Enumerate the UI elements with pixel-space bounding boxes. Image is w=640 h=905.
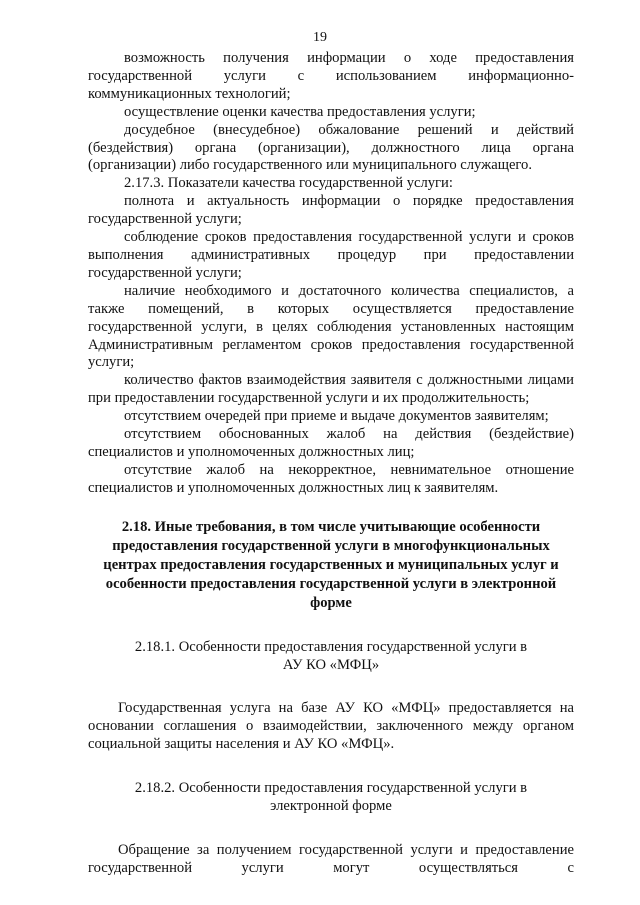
paragraph: Государственная услуга на базе АУ КО «МФЦ» предоставляется на основании соглашения о взаимодействии, заключенного между органом социальной защиты населения и АУ КО «МФЦ».: [88, 700, 574, 753]
subsection-title: 2.18.2. Особенности предоставления государственной услуги в: [134, 780, 528, 797]
paragraph: соблюдение сроков предоставления государственной услуги и сроков выполнения административных процедур при предоставлении государственной услуги;: [88, 229, 574, 281]
paragraph: 2.17.3. Показатели качества государственной услуги:: [124, 175, 453, 192]
section-heading: 2.18. Иные требования, в том числе учитывающие особенности предоставления государственной услуги в многофункциональных центрах предоставления государственных и муниципальных услуг и особенности предоставления государственной услуги в электронной форме: [103, 518, 559, 611]
subsection-title: электронной форме: [270, 798, 392, 815]
subsection-title: АУ КО «МФЦ»: [282, 656, 380, 673]
paragraph: наличие необходимого и достаточного количества специалистов, а также помещений, в которых осуществляется предоставление государственной услуги, в целях соблюдения установленных настоящим Административным регламентом сроков предоставления государственной услуги;: [88, 282, 574, 371]
paragraph: досудебное (внесудебное) обжалование решений и действий (бездействия) органа (организации), должностного лица органа (организации) либо государственного или муниципального служащего.: [88, 121, 574, 174]
paragraph: Обращение за получением государственной услуги и предоставление государственной услуги могут осуществляться с: [88, 842, 574, 876]
paragraph: отсутствием обоснованных жалоб на действия (бездействие) специалистов и уполномоченных должностных лиц;: [88, 426, 574, 460]
page-number: 19: [313, 30, 327, 45]
paragraph: отсутствие жалоб на некорректное, невнимательное отношение специалистов и уполномоченных должностных лиц к заявителям.: [88, 461, 574, 496]
paragraph: осуществление оценки качества предоставления услуги;: [124, 103, 476, 120]
subsection-title: 2.18.1. Особенности предоставления государственной услуги в: [134, 638, 528, 655]
paragraph: полнота и актуальность информации о порядке предоставления государственной услуги;: [88, 193, 574, 228]
document-body: [88, 50, 574, 878]
paragraph: возможность получения информации о ходе предоставления государственной услуги с использованием информационно-коммуникационных технологий;: [88, 50, 574, 102]
paragraph: количество фактов взаимодействия заявителя с должностными лицами при предоставлении государственной услуги и их продолжительность;: [88, 372, 574, 407]
paragraph: отсутствием очередей при приеме и выдаче документов заявителям;: [124, 408, 549, 425]
